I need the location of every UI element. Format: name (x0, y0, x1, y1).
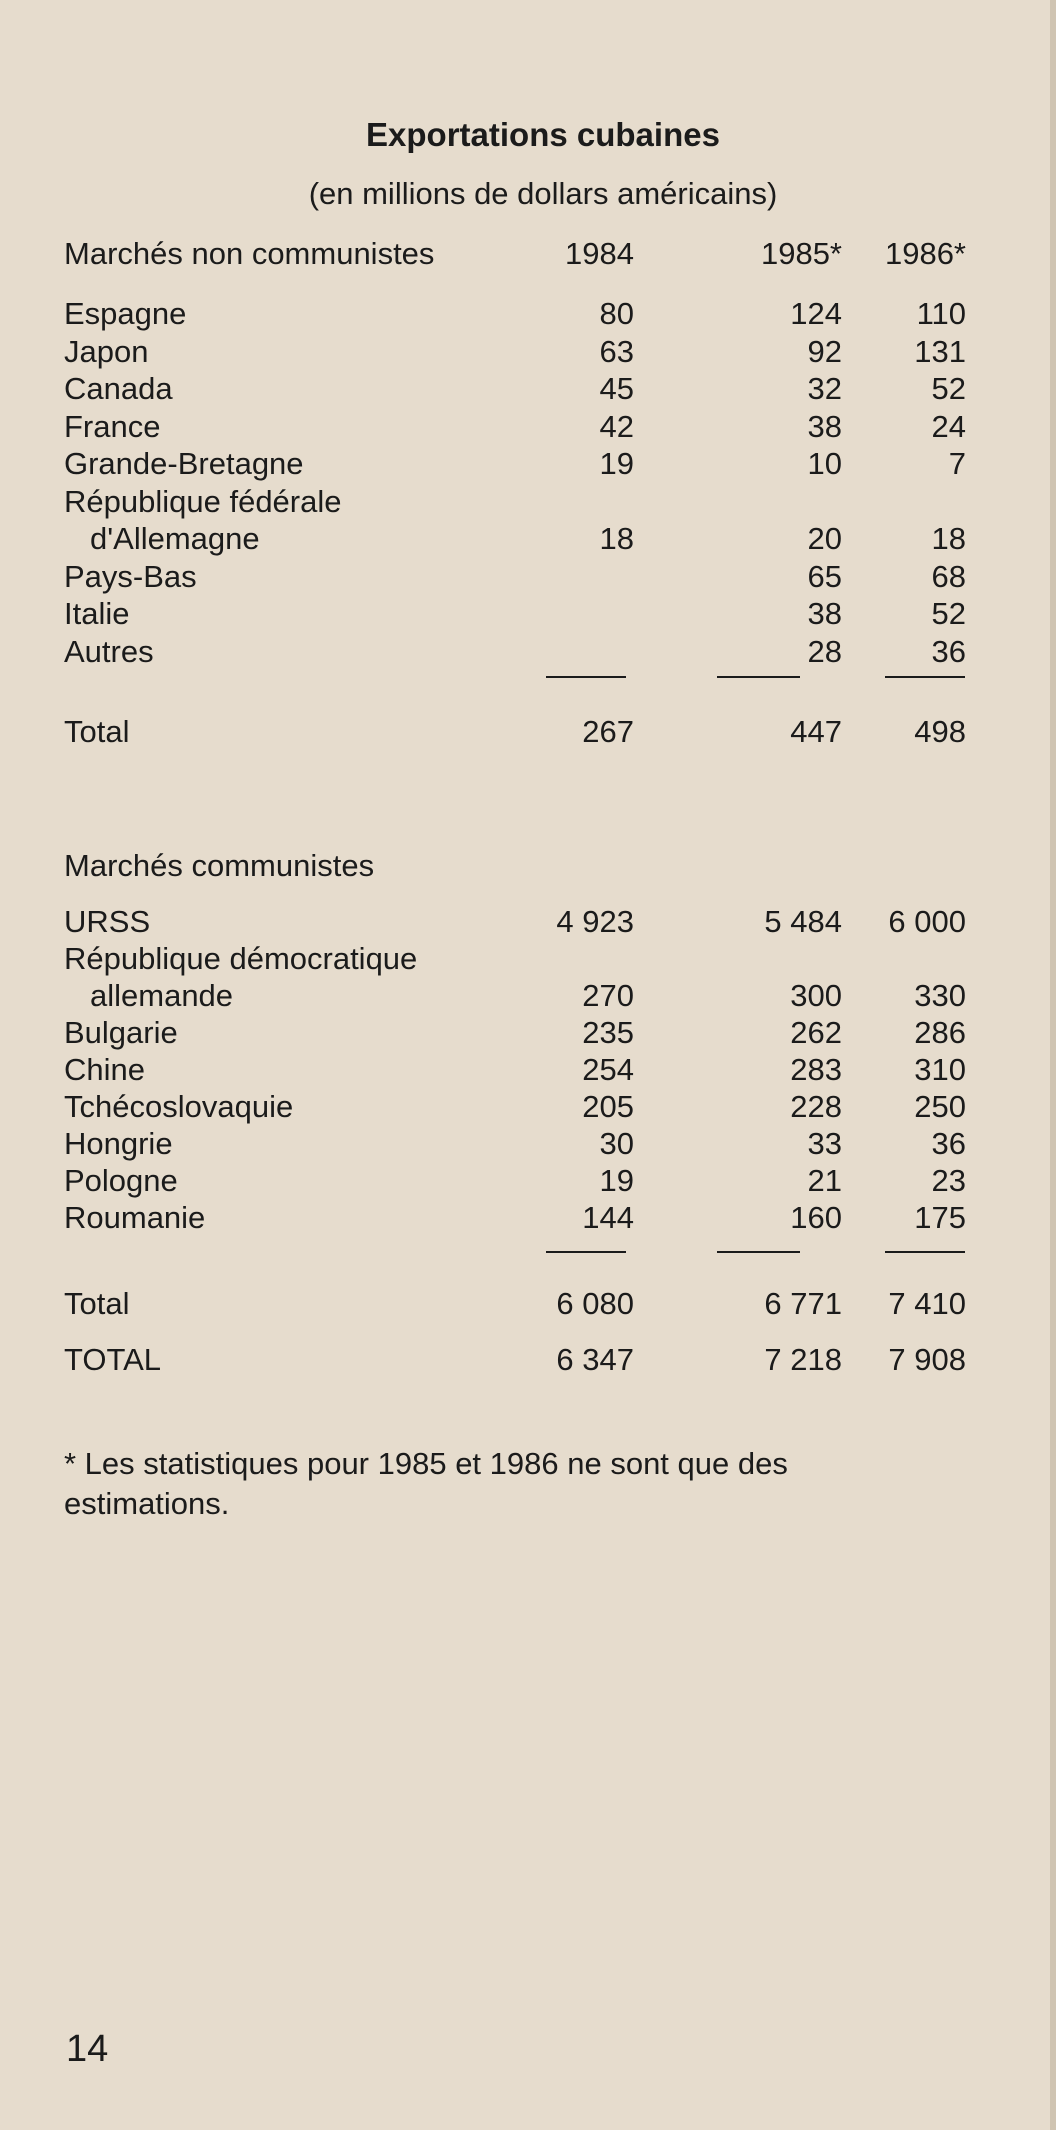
row-value: 24 (931, 408, 966, 444)
row-value: 52 (931, 596, 966, 631)
communist-total-row (0, 1286, 1056, 1322)
row-label: République fédérale (64, 483, 342, 519)
row-value: 19 (599, 446, 634, 481)
communist-header: Marchés communistes (64, 848, 375, 883)
table-row (0, 1052, 1056, 1088)
rule-1986-c (885, 1251, 965, 1253)
row-value: 65 (807, 558, 842, 594)
grand-total-1985: 7 218 (764, 1342, 842, 1377)
grand-total-1984: 6 347 (556, 1342, 634, 1377)
row-value: 42 (599, 408, 634, 444)
rule-1985-c (717, 1251, 800, 1253)
row-label: Tchécoslovaquie (64, 1089, 294, 1124)
footnote: * Les statistiques pour 1985 et 1986 ne sont que des estimations. (64, 1446, 788, 1521)
row-label: Hongrie (64, 1126, 173, 1161)
rule-1985-nc (717, 676, 800, 678)
row-value: 10 (807, 446, 842, 481)
row-label: Autres (64, 633, 154, 669)
total-1984: 6 080 (556, 1286, 634, 1321)
row-value: 310 (914, 1052, 966, 1087)
row-value: 80 (599, 296, 634, 331)
row-value: 36 (931, 1126, 966, 1161)
grand-total-label: TOTAL (64, 1342, 162, 1377)
row-value: 7 (948, 446, 966, 481)
year-1985: 1985* (760, 236, 842, 271)
row-value: 286 (914, 1015, 966, 1050)
row-value: 33 (807, 1126, 842, 1161)
table-row (0, 334, 1056, 370)
table-row (0, 941, 1056, 977)
row-value: 330 (914, 978, 966, 1013)
table-title: Exportations cubaines (366, 116, 720, 153)
table-row (0, 596, 1056, 632)
rule-1984-c (546, 1251, 626, 1253)
table-row (0, 634, 1056, 670)
row-value: 6 000 (888, 904, 966, 939)
table-row (0, 1126, 1056, 1162)
total-1985: 447 (790, 714, 842, 749)
total-1986: 498 (914, 714, 966, 749)
row-value: 92 (807, 333, 842, 369)
row-value: 144 (582, 1200, 634, 1235)
table-row (0, 1200, 1056, 1236)
row-label: Italie (64, 596, 130, 631)
row-value: 270 (582, 978, 634, 1013)
row-value: 254 (582, 1052, 634, 1087)
total-label: Total (64, 1286, 130, 1321)
row-value: 52 (931, 371, 966, 406)
table-row (0, 904, 1056, 940)
row-value: 131 (914, 333, 966, 369)
row-value: 250 (914, 1089, 966, 1124)
page-number: 14 (66, 2028, 109, 2070)
row-label: Espagne (64, 296, 187, 331)
row-label: Chine (64, 1052, 145, 1087)
year-1984: 1984 (565, 236, 634, 271)
row-value: 63 (599, 333, 634, 369)
row-value: 20 (807, 521, 842, 556)
row-value: 30 (599, 1126, 634, 1161)
row-value: 160 (790, 1200, 842, 1235)
row-value: 124 (790, 296, 842, 331)
total-label: Total (64, 714, 130, 749)
row-value: 235 (582, 1015, 634, 1050)
total-1985: 6 771 (764, 1286, 842, 1321)
grand-total-1986: 7 908 (888, 1342, 966, 1377)
row-value: 28 (807, 633, 842, 669)
row-label: URSS (64, 904, 151, 939)
row-value: 23 (931, 1163, 966, 1198)
table-subtitle: (en millions de dollars américains) (308, 176, 778, 211)
row-value: 205 (582, 1089, 634, 1124)
row-value: 32 (807, 371, 842, 406)
grand-total-row (0, 1342, 1056, 1378)
table-row (0, 446, 1056, 482)
table-row (0, 978, 1056, 1014)
row-value: 175 (914, 1200, 966, 1235)
row-label: Japon (64, 333, 149, 369)
row-value: 262 (790, 1015, 842, 1050)
table-row (0, 521, 1056, 557)
row-label: Pays-Bas (64, 558, 197, 594)
row-value: 300 (790, 978, 842, 1013)
table-row (0, 409, 1056, 445)
row-value: 228 (790, 1089, 842, 1124)
rule-1984-nc (546, 676, 626, 678)
row-value: 18 (931, 521, 966, 556)
table-row (0, 559, 1056, 595)
table-row (0, 1015, 1056, 1051)
row-value: 38 (807, 408, 842, 444)
row-value: 18 (599, 521, 634, 556)
row-label: d'Allemagne (90, 521, 260, 556)
non-communist-header-row (0, 236, 1056, 272)
row-value: 68 (931, 558, 966, 594)
year-1986: 1986* (884, 236, 966, 271)
table-row (0, 1163, 1056, 1199)
row-value: 110 (916, 296, 966, 331)
non-communist-total-row (0, 714, 1056, 750)
table-row (0, 296, 1056, 332)
row-label: Roumanie (64, 1200, 206, 1235)
communist-header-row (0, 848, 1056, 884)
row-label: France (64, 408, 161, 444)
total-1986: 7 410 (888, 1286, 966, 1321)
row-value: 36 (931, 633, 966, 669)
table-row (0, 371, 1056, 407)
row-label: Bulgarie (64, 1015, 178, 1050)
row-value: 5 484 (764, 904, 842, 939)
row-value: 283 (790, 1052, 842, 1087)
row-value: 4 923 (556, 904, 634, 939)
row-value: 45 (599, 371, 634, 406)
row-label: allemande (90, 978, 234, 1013)
table-row (0, 1089, 1056, 1125)
row-label: République démocratique (64, 941, 418, 976)
non-communist-header: Marchés non communistes (64, 236, 435, 271)
total-1984: 267 (582, 714, 634, 749)
row-label: Canada (64, 371, 173, 406)
table-row (0, 484, 1056, 520)
row-value: 19 (599, 1163, 634, 1198)
row-label: Pologne (64, 1163, 178, 1198)
rule-1986-nc (885, 676, 965, 678)
row-value: 21 (807, 1163, 842, 1198)
row-label: Grande-Bretagne (64, 446, 304, 481)
row-value: 38 (807, 596, 842, 631)
